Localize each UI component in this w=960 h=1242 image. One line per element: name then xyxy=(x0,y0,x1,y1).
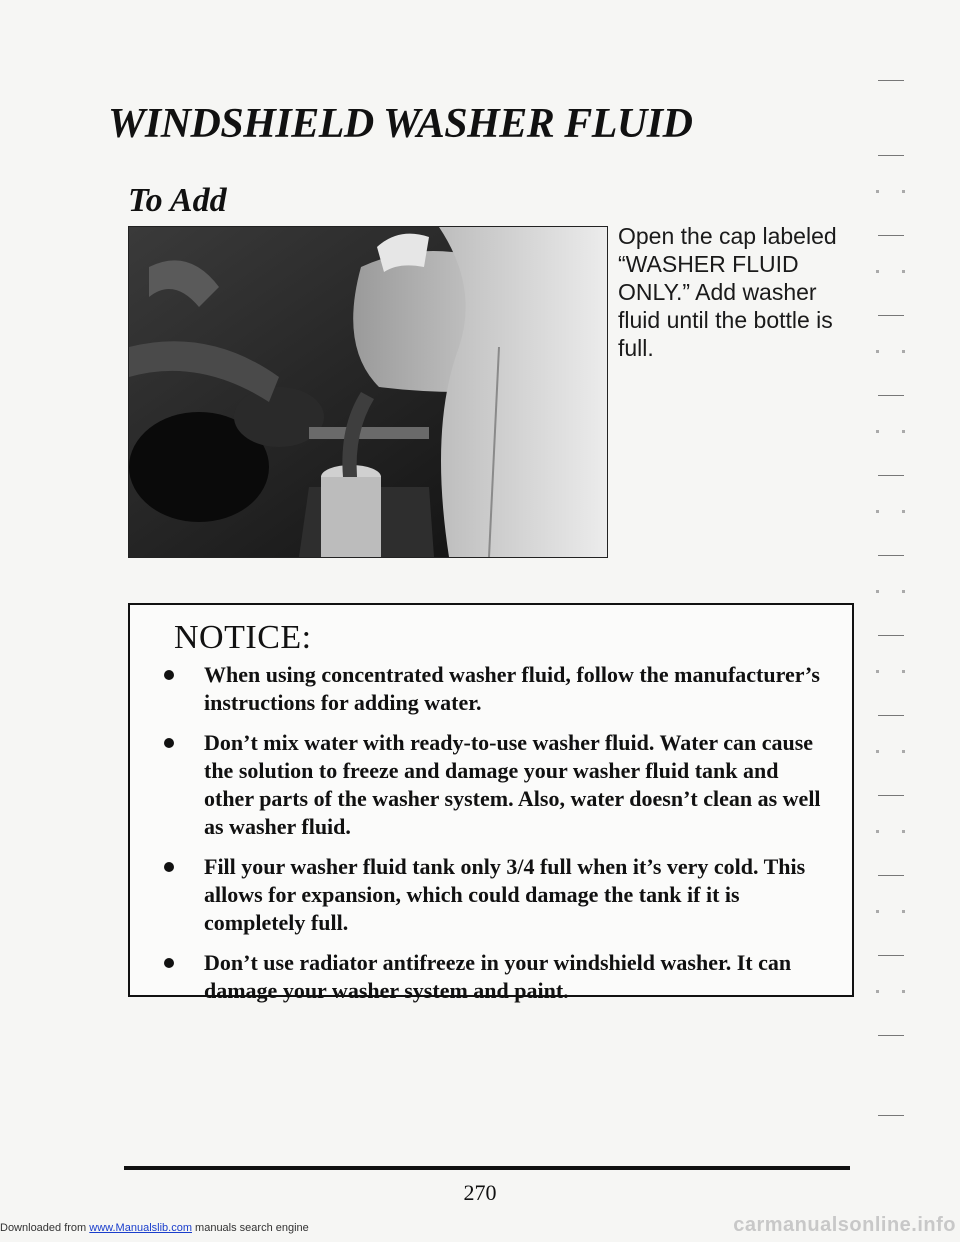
bullet-icon xyxy=(164,958,174,968)
banner-prefix: Downloaded from xyxy=(0,1222,90,1234)
washer-fluid-photo xyxy=(128,226,608,558)
intro-paragraph: Open the cap labeled “WASHER FLUID ONLY.” Add washer fluid until the bottle is full. xyxy=(618,223,837,361)
notice-item-text: When using concentrated washer fluid, follow the manufacturer’s instructions for adding water. xyxy=(204,662,820,715)
list-item xyxy=(152,729,832,841)
manualslib-link[interactable]: www.Manualslib.com xyxy=(89,1222,192,1234)
banner-suffix: manuals search engine xyxy=(191,1222,309,1234)
section-subtitle: To Add xyxy=(128,182,227,219)
page-number: 270 xyxy=(463,1180,497,1205)
list-item xyxy=(152,949,832,1005)
page-edge-tabs xyxy=(860,60,920,1160)
list-item xyxy=(152,853,832,937)
notice-item-text: Don’t mix water with ready-to-use washer fluid. Water can cause the solution to freeze and damage your washer fluid tank and other parts of the washer system. Also, water doesn’t clean as well as washer fluid. xyxy=(204,730,821,839)
list-item xyxy=(152,661,832,717)
notice-box xyxy=(128,603,854,1003)
site-watermark: carmanualsonline.info xyxy=(733,1214,956,1236)
bullet-icon xyxy=(164,738,174,748)
footer-rule xyxy=(124,1166,850,1170)
bullet-icon xyxy=(164,670,174,680)
page-title: WINDSHIELD WASHER FLUID xyxy=(108,101,693,147)
notice-heading: NOTICE: xyxy=(174,619,312,656)
notice-list xyxy=(152,661,832,1017)
download-banner xyxy=(0,1222,309,1234)
notice-item-text: Don’t use radiator antifreeze in your windshield washer. It can damage your washer system and paint. xyxy=(204,950,792,1003)
notice-item-text: Fill your washer fluid tank only 3/4 full when it’s very cold. This allows for expansion, which could damage the tank if it is completely full. xyxy=(204,854,806,935)
bullet-icon xyxy=(164,862,174,872)
